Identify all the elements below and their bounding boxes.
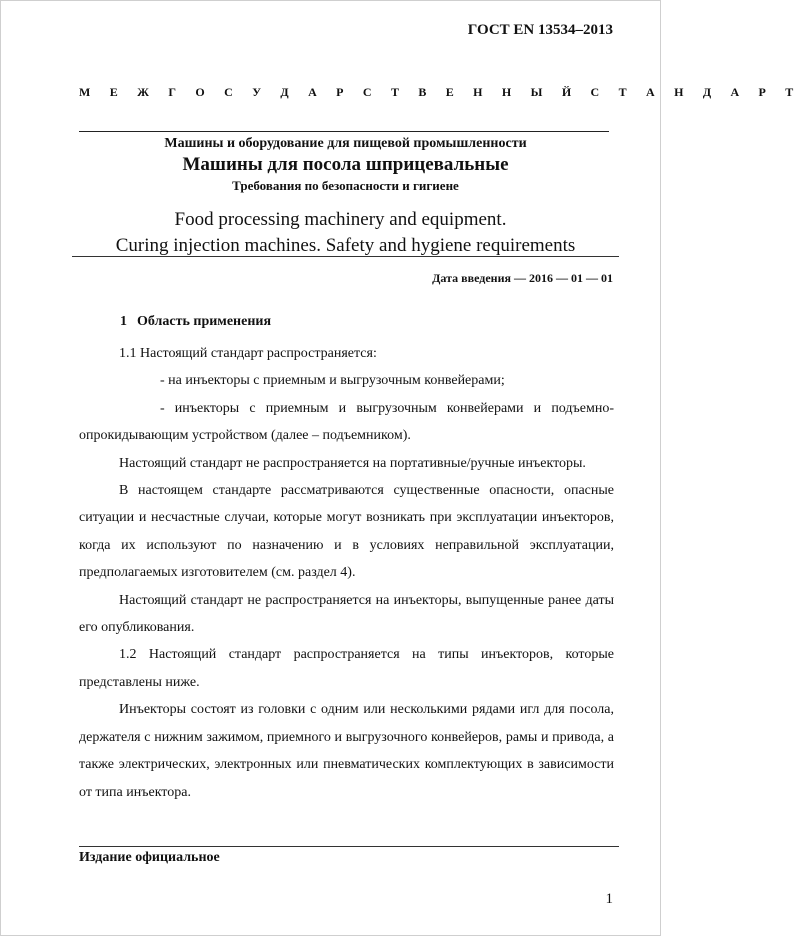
footer-divider <box>79 846 619 847</box>
paragraph: 1.1 Настоящий стандарт распространяется: <box>119 346 377 361</box>
section-number: 1 <box>120 314 127 329</box>
title-sub: Требования по безопасности и гигиене <box>232 178 459 193</box>
paragraph: Инъекторы состоят из головки с одним или несколькими рядами игл для посола, держателя с нижним зажимом, приемного и выгрузочного конвейеров, рамы и привода, а также электрических, электронных или пневматических комплектующих в зависимости от типа инъектора. <box>79 702 614 800</box>
page-number: 1 <box>605 891 613 907</box>
english-title-line1: Food processing machinery and equipment. <box>174 209 507 230</box>
paragraph: 1.2 Настоящий стандарт распространяется на типы инъекторов, которые представлены ниже. <box>79 647 614 690</box>
paragraph: Настоящий стандарт не распространяется на портативные/ручные инъекторы. <box>119 455 586 471</box>
official-edition-label: Издание официальное <box>79 850 220 865</box>
introduction-date: Дата введения — 2016 — 01 — 01 <box>432 271 613 285</box>
section-heading <box>120 314 271 330</box>
title-group: Машины и оборудование для пищевой промышленности <box>164 136 527 151</box>
section-title: Область применения <box>137 314 272 329</box>
title-block <box>0 134 661 195</box>
interstate-standard-label: М Е Ж Г О С У Д А Р С Т В Е Н Н Ы Й С Т А Н Д А Р Т <box>79 85 801 99</box>
english-title-line2: Curing injection machines. Safety and hygiene requirements <box>115 235 576 256</box>
paragraph: Настоящий стандарт не распространяется на инъекторы, выпущенные ранее даты его опубликования. <box>79 592 614 636</box>
list-item: - на инъекторы с приемным и выгрузочным конвейерами; <box>160 373 505 389</box>
title-divider <box>79 131 609 132</box>
list-item: - инъекторы с приемным и выгрузочным конвейерами и подъемно-опрокидывающим устройством (далее – подъемником). <box>79 400 614 444</box>
paragraph: В настоящем стандарте рассматриваются существенные опасности, опасные ситуации и несчастные случаи, которые могут возникать при эксплуатации инъекторов, когда их используют по назначению и в условиях неправильной эксплуатации, предполагаемых изготовителем (см. раздел 4). <box>79 483 614 581</box>
english-title <box>0 207 661 259</box>
body-text <box>79 340 614 806</box>
title-main: Машины для посола шприцевальные <box>182 154 509 175</box>
standard-number: ГОСТ EN 13534–2013 <box>467 22 613 38</box>
english-title-divider <box>72 256 619 257</box>
